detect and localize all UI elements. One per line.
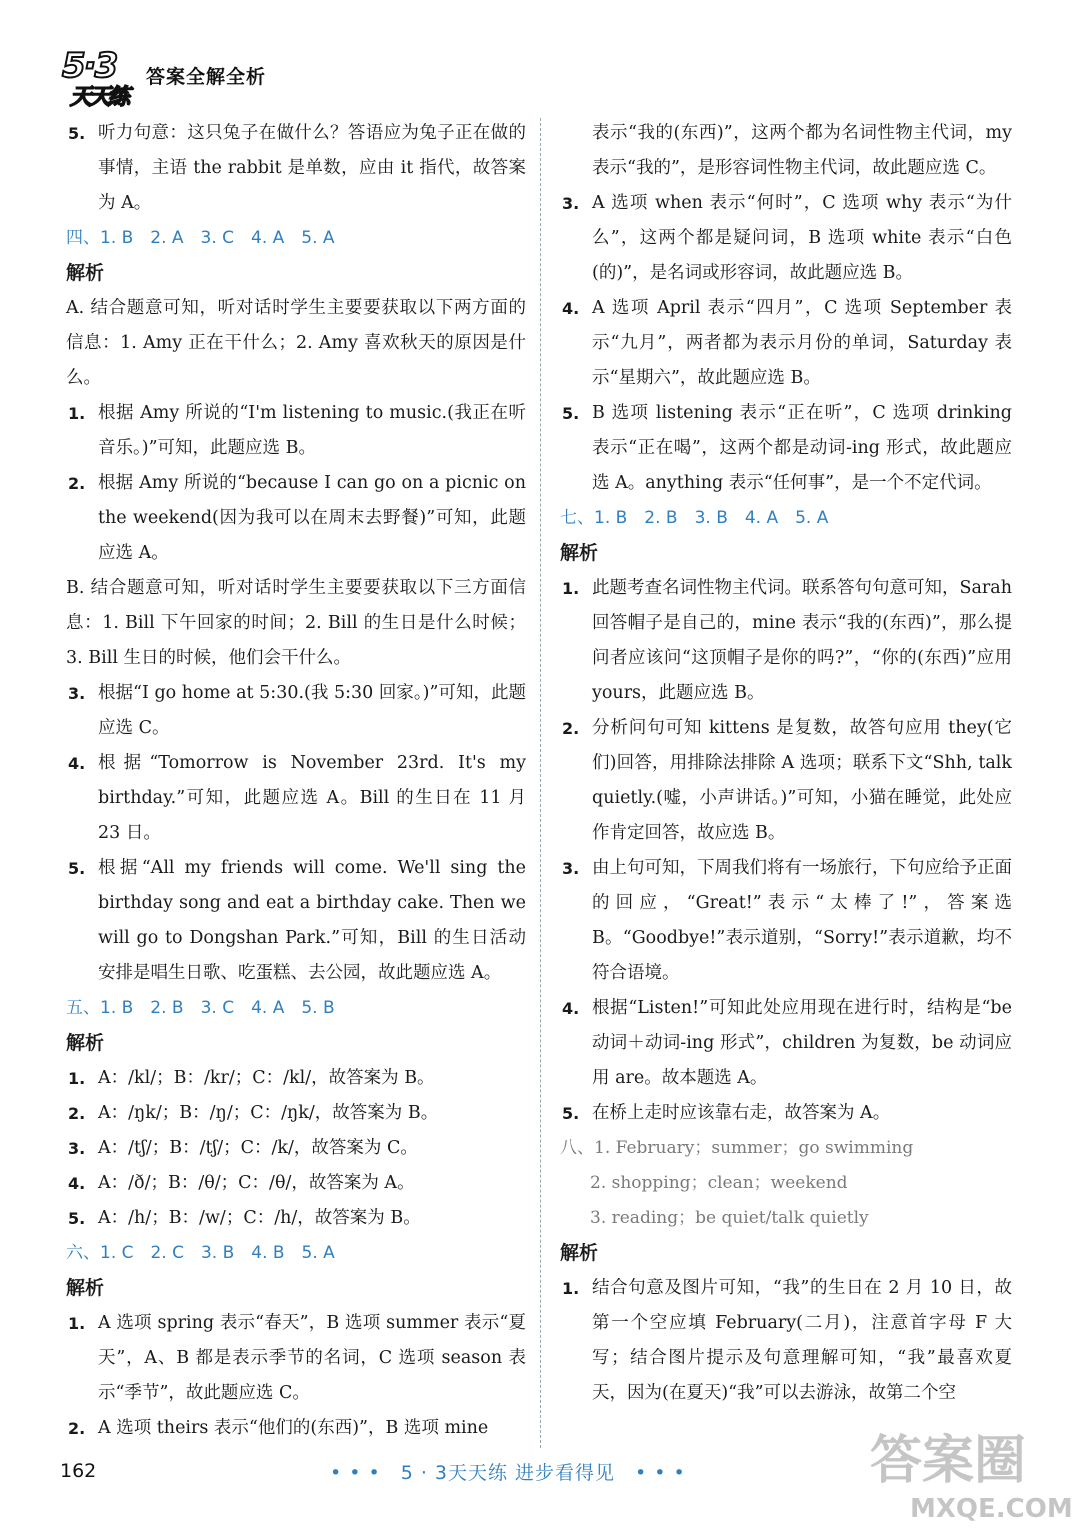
answer-paragraph <box>66 1201 526 1236</box>
item-number: 1. <box>68 1069 86 1088</box>
section-heading: 解析 <box>66 262 105 284</box>
answer-paragraph <box>560 291 1012 396</box>
answer-paragraph <box>66 1131 526 1166</box>
paragraph-text: 结合句意及图片可知，“我”的生日在 2 月 10 日，故第一个空应填 February(二月)，注意首字母 F 大写；结合图片提示及句意理解可知，“我”最喜欢夏天，因为(在夏天)“我”可以去游泳，故第二个空 <box>592 1278 1012 1403</box>
answer-paragraph <box>560 1271 1012 1411</box>
answer-paragraph <box>66 851 526 991</box>
item-number: 3. <box>68 684 86 703</box>
paragraph-text: A：/ð/；B：/θ/；C：/θ/，故答案为 A。 <box>98 1173 415 1193</box>
paragraph-text: 由上句可知，下周我们将有一场旅行，下句应给予正面的回应，“Great!”表示“太棒了!”，答案选 B。“Goodbye!”表示道别，“Sorry!”表示道歉，均不符合语境。 <box>592 858 1012 983</box>
answer-paragraph <box>66 746 526 851</box>
item-number: 4. <box>562 999 580 1018</box>
watermark-text: 答案圈 <box>870 1431 1027 1491</box>
answer-key-line: 四、1. B 2. A 3. C 4. A 5. A <box>66 228 335 248</box>
item-number: 4. <box>68 754 86 773</box>
paragraph-text: A 选项 spring 表示“春天”，B 选项 summer 表示“夏天”，A、B 都是表示季节的名词，C 选项 season 表示“季节”，故此题应选 C。 <box>98 1313 526 1403</box>
item-number: 4. <box>68 1174 86 1193</box>
header-title: 答案全解全析 <box>146 66 267 88</box>
paragraph-text: A：/h/；B：/w/；C：/h/，故答案为 B。 <box>98 1208 421 1228</box>
item-number: 1. <box>68 1314 86 1333</box>
right-column <box>560 116 1012 1411</box>
item-number: 3. <box>68 1139 86 1158</box>
answer-paragraph <box>560 851 1012 991</box>
item-number: 2. <box>68 1419 86 1438</box>
item-number: 3. <box>562 859 580 878</box>
page-number: 162 <box>60 1460 97 1482</box>
answer-paragraph <box>66 676 526 746</box>
page-header <box>60 46 360 116</box>
paragraph-text: 根据“I go home at 5:30.(我 5:30 回家。)”可知，此题应选 C。 <box>98 683 526 738</box>
answer-paragraph <box>66 396 526 466</box>
answer-paragraph <box>560 711 1012 851</box>
item-number: 5. <box>68 124 86 143</box>
watermark <box>870 1418 1073 1528</box>
answer-key-line: 2. shopping；clean；weekend <box>590 1173 848 1193</box>
item-number: 1. <box>562 579 580 598</box>
section-heading: 解析 <box>560 1242 599 1264</box>
paragraph-text: A：/ŋk/；B：/ŋ/；C：/ŋk/，故答案为 B。 <box>98 1103 439 1123</box>
answer-paragraph <box>66 116 526 221</box>
paragraph-text: B 选项 listening 表示“正在听”，C 选项 drinking 表示“正在喝”，这两个都是动词-ing 形式，故此题应选 A。anything 表示“任何事”，是一个不定代词。 <box>592 403 1012 493</box>
answer-paragraph <box>66 466 526 571</box>
paragraph-text: 根据 Amy 所说的“because I can go on a picnic on the weekend(因为我可以在周末去野餐)”可知，此题应选 A。 <box>98 473 526 563</box>
paragraph-text: 根据“Tomorrow is November 23rd. It's my birthday.”可知，此题应选 A。Bill 的生日在 11 月 23 日。 <box>98 753 526 843</box>
item-number: 5. <box>68 1209 86 1228</box>
answer-paragraph <box>560 571 1012 711</box>
answer-paragraph <box>66 1166 526 1201</box>
answer-paragraph: A. 结合题意可知，听对话时学生主要要获取以下两方面的信息：1. Amy 正在干什么；2. Amy 喜欢秋天的原因是什么。 <box>66 298 526 388</box>
item-number: 5. <box>68 859 86 878</box>
item-number: 2. <box>562 719 580 738</box>
section-heading: 解析 <box>560 542 599 564</box>
paragraph-text: A 选项 when 表示“何时”，C 选项 why 表示“为什么”，这两个都是疑问词，B 选项 white 表示“白色(的)”，是名词或形容词，故此题应选 B。 <box>592 193 1012 283</box>
answer-paragraph <box>66 1306 526 1411</box>
answer-key-line: 五、1. B 2. B 3. C 4. A 5. B <box>66 998 335 1018</box>
answer-paragraph <box>66 1411 526 1446</box>
answer-paragraph <box>66 1061 526 1096</box>
answer-key-line: 六、1. C 2. C 3. B 4. B 5. A <box>66 1243 335 1263</box>
item-number: 2. <box>68 474 86 493</box>
left-column <box>66 116 526 1446</box>
answer-paragraph <box>66 1096 526 1131</box>
paragraph-text: A：/kl/；B：/kr/；C：/kl/，故答案为 B。 <box>98 1068 435 1088</box>
answer-paragraph <box>560 991 1012 1096</box>
paragraph-text: 在桥上走时应该靠右走，故答案为 A。 <box>592 1103 891 1123</box>
paragraph-text: 听力句意：这只兔子在做什么？答语应为兔子正在做的事情，主语 the rabbit 是单数，应由 it 指代，故答案为 A。 <box>98 123 526 213</box>
item-number: 1. <box>562 1279 580 1298</box>
answer-paragraph: B. 结合题意可知，听对话时学生主要要获取以下三方面信息：1. Bill 下午回家的时间；2. Bill 的生日是什么时候；3. Bill 生日的时候，他们会干什么。 <box>66 578 526 668</box>
column-divider <box>540 118 541 1448</box>
answer-paragraph <box>560 1096 1012 1131</box>
paragraph-text: 根据 Amy 所说的“I'm listening to music.(我正在听音乐。)”可知，此题应选 B。 <box>98 403 526 458</box>
answer-paragraph <box>560 396 1012 501</box>
item-number: 4. <box>562 299 580 318</box>
answer-key-line: 3. reading；be quiet/talk quietly <box>590 1208 869 1228</box>
paragraph-text: A 选项 theirs 表示“他们的(东西)”，B 选项 mine <box>98 1418 489 1438</box>
item-number: 5. <box>562 404 580 423</box>
brand-logo: 5·3 天天练 <box>62 46 128 110</box>
paragraph-text: 根据“All my friends will come. We'll sing the birthday song and eat a birthday cake. Then we will go to Dongshan Park.”可知，Bill 的生日活动安排是唱生日歌、吃蛋糕、去公园，故此题应选 A。 <box>98 858 526 983</box>
answer-paragraph: 表示“我的(东西)”，这两个都为名词性物主代词，my 表示“我的”，是形容词性物主代词，故此题应选 C。 <box>592 123 1012 178</box>
footer-tagline: • • • 5 · 3天天练 进步看得见 • • • <box>330 1462 686 1484</box>
answer-paragraph <box>560 186 1012 291</box>
paragraph-text: 此题考查名词性物主代词。联系答句句意可知，Sarah 回答帽子是自己的，mine 表示“我的(东西)”，那么提问者应该问“这顶帽子是你的吗?”，“你的(东西)”应用 yours，此题应选 B。 <box>592 578 1012 703</box>
section-heading: 解析 <box>66 1032 105 1054</box>
answer-key-line: 七、1. B 2. B 3. B 4. A 5. A <box>560 508 829 528</box>
paragraph-text: 根据“Listen!”可知此处应用现在进行时，结构是“be 动词＋动词-ing 形式”，children 为复数，be 动词应用 are。故本题选 A。 <box>592 998 1012 1088</box>
section-heading: 解析 <box>66 1277 105 1299</box>
item-number: 5. <box>562 1104 580 1123</box>
paragraph-text: A：/tʃ/；B：/tʃ/；C：/k/，故答案为 C。 <box>98 1138 418 1158</box>
watermark-url: MXQE.COM <box>910 1494 1073 1524</box>
paragraph-text: A 选项 April 表示“四月”，C 选项 September 表示“九月”，两者都为表示月份的单词，Saturday 表示“星期六”，故此题应选 B。 <box>592 298 1012 388</box>
item-number: 1. <box>68 404 86 423</box>
item-number: 3. <box>562 194 580 213</box>
item-number: 2. <box>68 1104 86 1123</box>
paragraph-text: 分析问句可知 kittens 是复数，故答句应用 they(它们)回答，用排除法排除 A 选项；联系下文“Shh, talk quietly.(嘘，小声讲话。)”可知，小猫在睡觉，此处应作肯定回答，故应选 B。 <box>592 718 1012 843</box>
answer-key-line: 八、1. February；summer；go swimming <box>560 1138 914 1158</box>
